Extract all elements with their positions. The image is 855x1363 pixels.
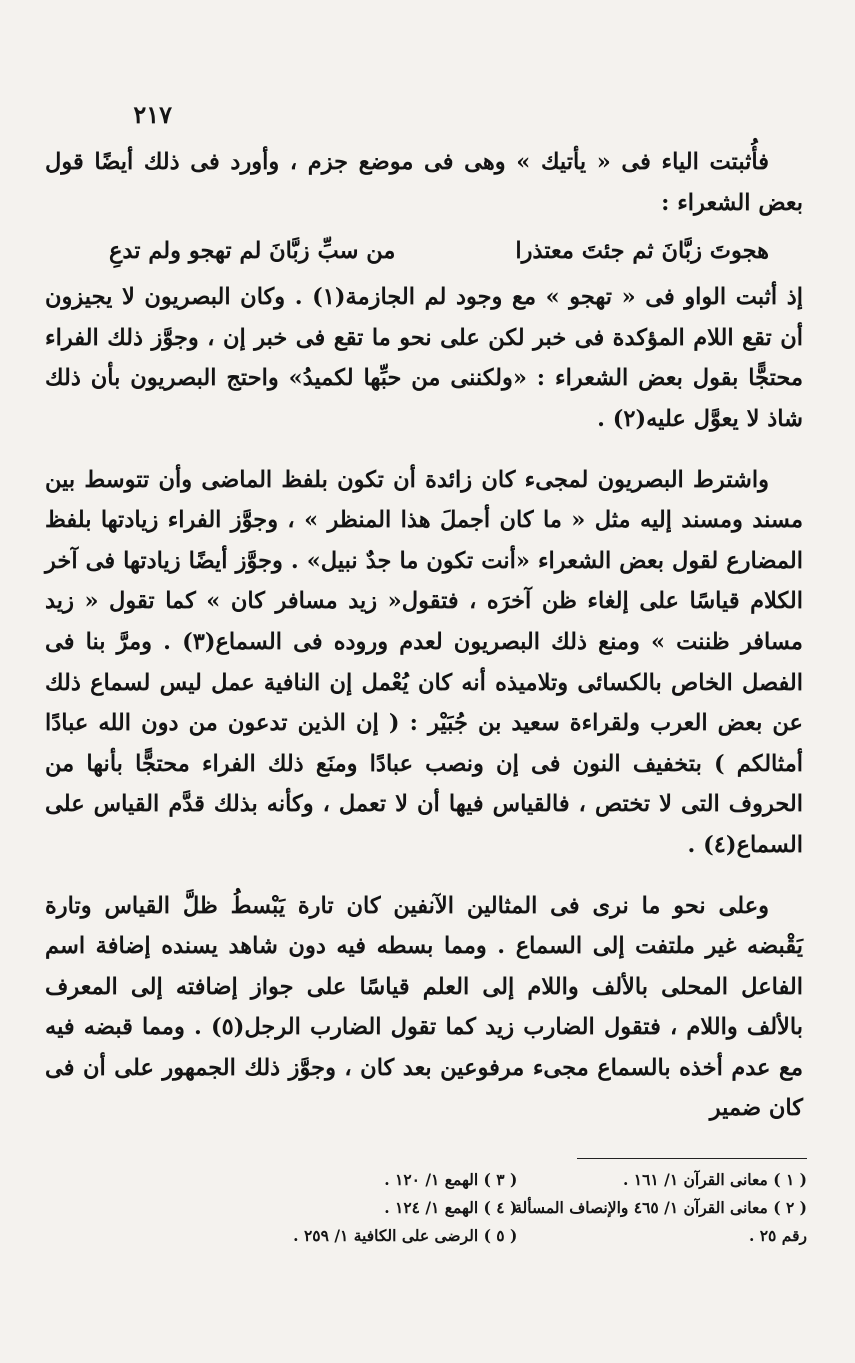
paragraph-2: إذ أثبت الواو فى « تهجو » مع وجود لم الجازمة(١) . وكان البصريون لا يجيزون أن تقع اللام المؤكدة فى خبر لكن على نحو ما تقع فى خبر إن ، وجوَّز ذلك الفراء محتجًّا بقول بعض الشعراء : «ولكننى من حبِّها لكميدُ» واحتج البصريون بأن ذلك شاذ لا يعوَّل عليه(٢) . xyxy=(45,284,803,432)
footnote-1: ( ١ ) معانى القرآن ١/ ١٦١ . xyxy=(622,1170,807,1189)
footnote-2: ( ٢ ) معانى القرآن ١/ ٤٦٥ والإنصاف المسألة xyxy=(514,1198,807,1217)
footnotes-left-column xyxy=(250,1166,517,1250)
poem-verse xyxy=(109,229,769,273)
verse-second-hemistich: من سبِّ زبَّانَ لم تهجو ولم تدعِ xyxy=(109,238,396,265)
footnote-2-continued: رقم ٢٥ . xyxy=(748,1226,807,1245)
paragraph-1: فأُثبتت الياء فى « يأتيك » وهى فى موضع جزم ، وأورد فى ذلك أيضًا قول بعض الشعراء : xyxy=(45,149,803,216)
footnotes-right-column xyxy=(514,1166,807,1250)
footnote-4: ( ٤ ) الهمع ١/ ١٢٤ . xyxy=(384,1198,518,1217)
verse-first-hemistich: هجوتَ زبَّانَ ثم جئتَ معتذرا xyxy=(515,238,769,265)
page-number: ٢١٧ xyxy=(133,100,172,129)
footnote-divider xyxy=(577,1158,807,1159)
footnote-5: ( ٥ ) الرضى على الكافية ١/ ٢٥٩ . xyxy=(293,1226,518,1245)
footnotes xyxy=(250,1166,807,1250)
footnote-3: ( ٣ ) الهمع ١/ ١٢٠ . xyxy=(384,1170,518,1189)
paragraph-3: واشترط البصريون لمجىء كان زائدة أن تكون بلفظ الماضى وأن تتوسط بين مسند ومسند إليه مثل « ما كان أجملَ هذا المنظر » ، وجوَّز الفراء زيادتها بلفظ المضارع لقول بعض الشعراء «أنت تكون ما جدٌ نبيل» . وجوَّز أيضًا زيادتها فى آخر الكلام قياسًا على إلغاء ظن آخرَه ، فتقول« زيد مسافر كان » كما تقول « زيد مسافر ظننت » ومنع ذلك البصريون لعدم وروده فى السماع(٣) . ومرَّ بنا فى الفصل الخاص بالكسائى وتلاميذه أنه كان يُعْمل إن النافية عمل ليس لسماع ذلك عن بعض العرب ولقراءة سعيد بن جُبَيْر : ( إن الذين تدعون من دون الله عبادًا أمثالكم ) بتخفيف النون فى إن ونصب عبادًا ومنَع ذلك الفراء محتجًّا بأنها من الحروف التى لا تختص ، فالقياس فيها أن لا تعمل ، وكأنه بذلك قدَّم القياس على السماع(٤) . xyxy=(45,466,803,858)
body-text xyxy=(45,142,803,1129)
paragraph-4: وعلى نحو ما نرى فى المثالين الآنفين كان تارة يَبْسطُ ظلَّ القياس وتارة يَقْبضه غير ملتفت إلى السماع . ومما بسطه فيه دون شاهد يسنده إضافة اسم الفاعل المحلى بالألف واللام إلى العلم قياسًا على جواز إضافته إلى المعرف بالألف واللام ، فتقول الضارب زيد كما تقول الضارب الرجل(٥) . ومما قبضه فيه مع عدم أخذه بالسماع مجىء مرفوعين بعد كان ، وجوَّز ذلك الجمهور على أن فى كان ضمير xyxy=(45,892,803,1122)
